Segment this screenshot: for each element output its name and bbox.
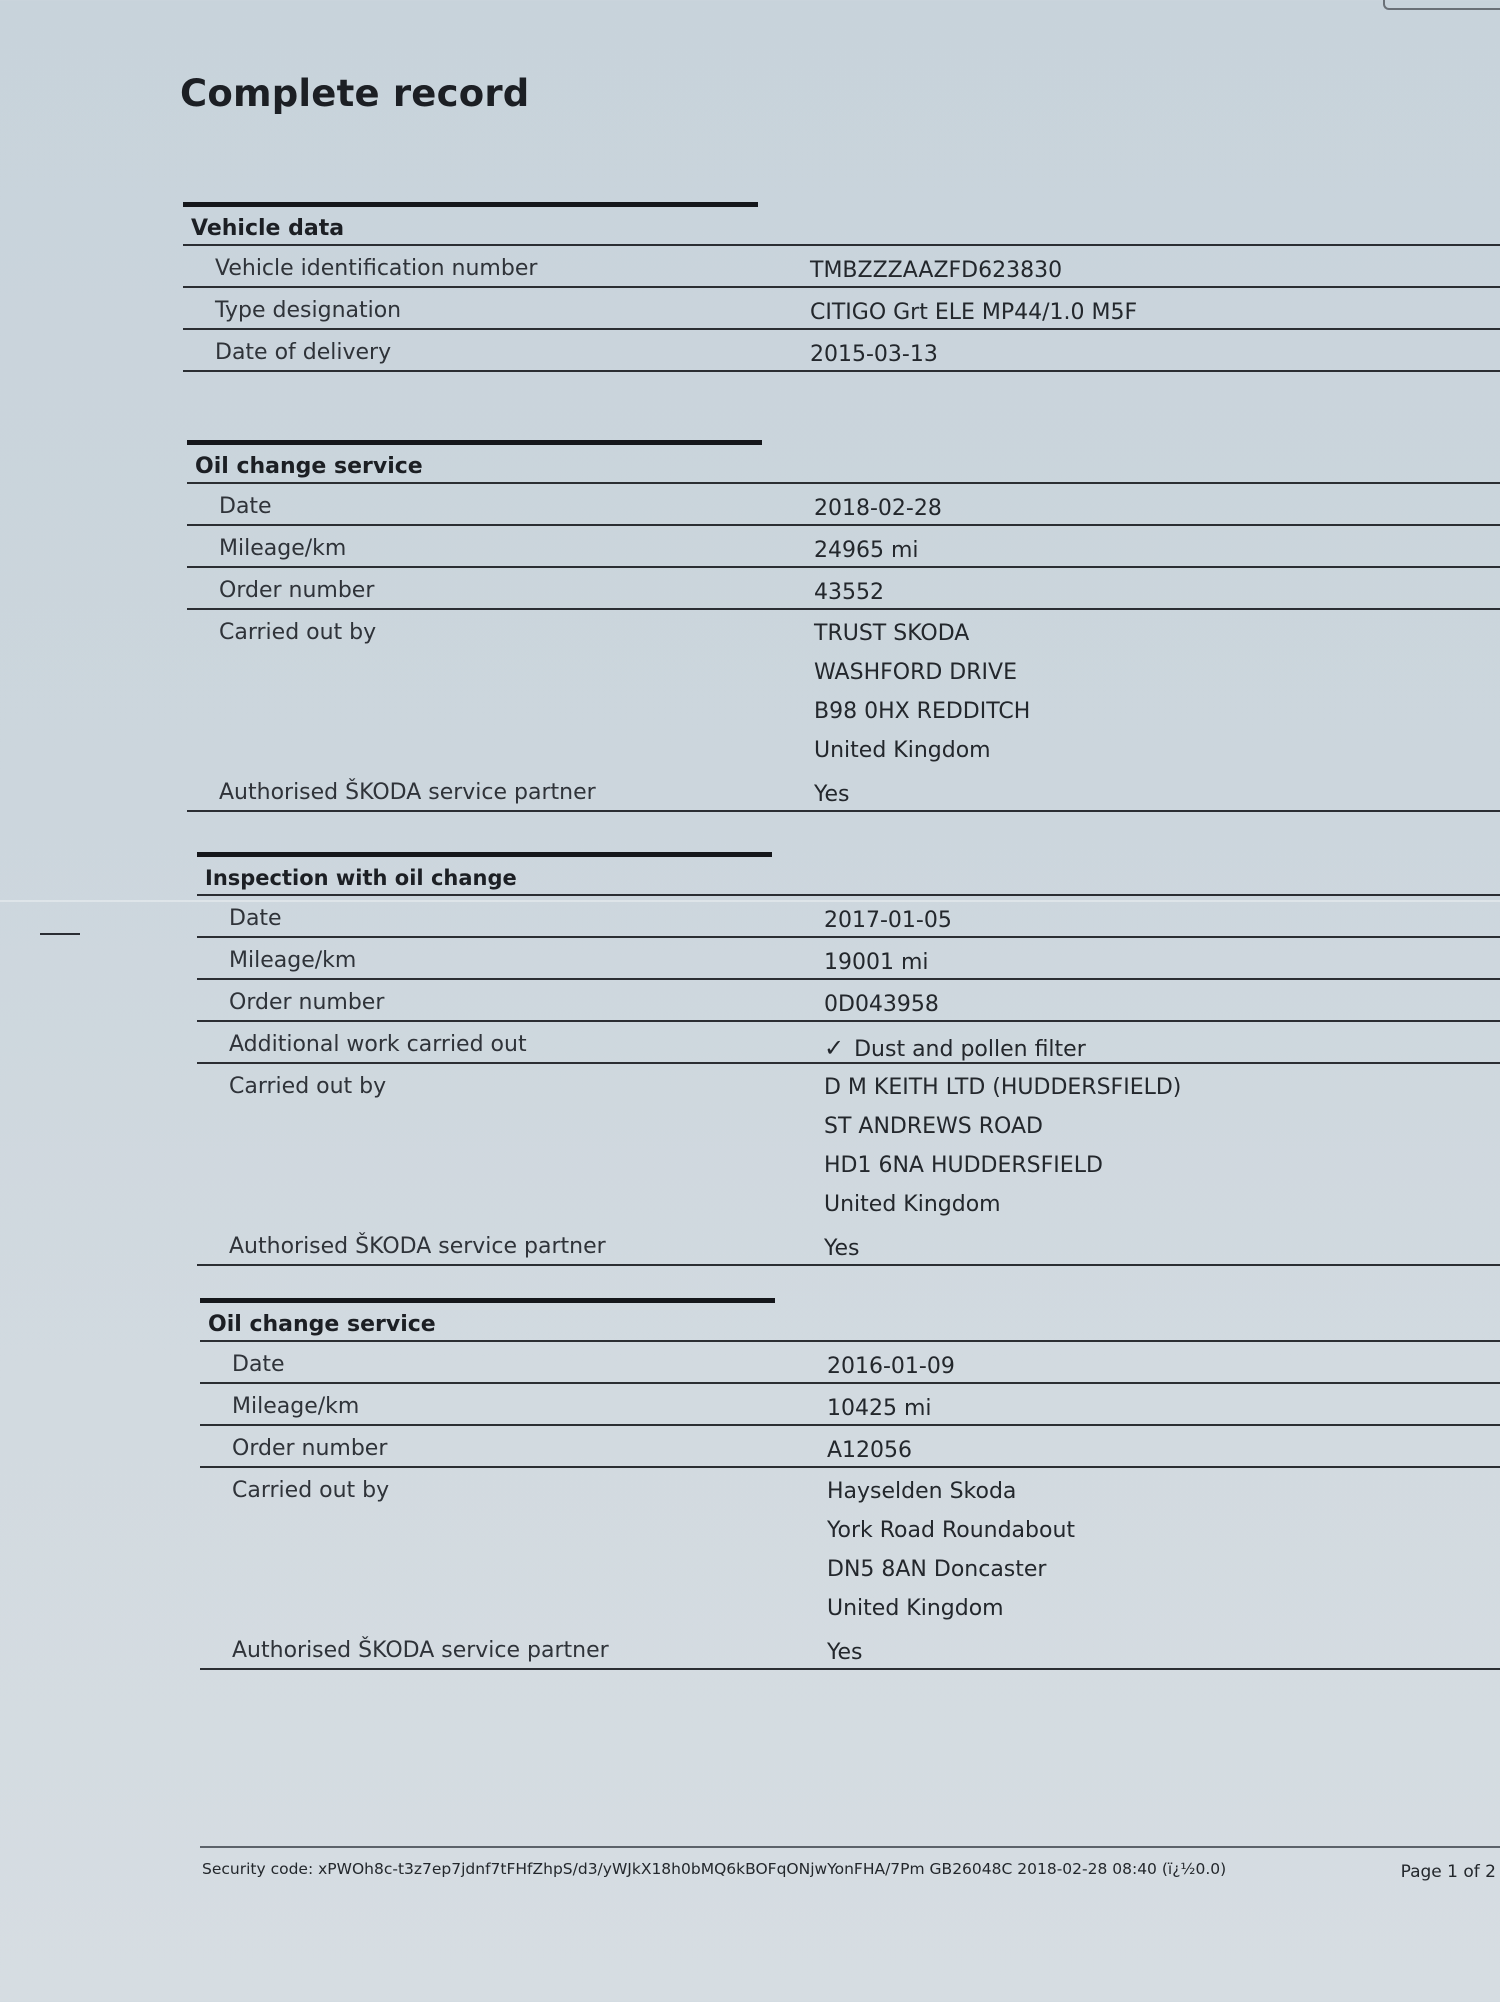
partner-value: Yes bbox=[824, 1236, 860, 1261]
page-corner-mark bbox=[1383, 0, 1500, 10]
mileage-label: Mileage/km bbox=[232, 1394, 360, 1419]
date-value: 2017-01-05 bbox=[824, 908, 952, 933]
carried-address bbox=[824, 1064, 1500, 1224]
type-row bbox=[183, 288, 1500, 330]
service-section-1 bbox=[187, 440, 1500, 812]
date-label: Date bbox=[219, 494, 272, 519]
document-footer bbox=[200, 1846, 1500, 1888]
section-rule bbox=[197, 894, 1500, 896]
date-row bbox=[197, 896, 1500, 938]
mileage-label: Mileage/km bbox=[229, 948, 357, 973]
vehicle-data-section bbox=[183, 202, 1500, 372]
partner-value: Yes bbox=[827, 1640, 863, 1665]
order-row bbox=[187, 568, 1500, 610]
security-code: Security code: xPWOh8c-t3z7ep7jdnf7tFHfZhpS/d3/yWJkX18h0bMQ6kBOFqONjwYonFHA/7Pm GB26048C 2018-02-28 08:40 (ï¿½0.0) bbox=[202, 1860, 1227, 1878]
order-value: A12056 bbox=[827, 1438, 913, 1463]
date-label: Date bbox=[232, 1352, 285, 1377]
section-header bbox=[200, 1298, 1500, 1342]
section-title: Oil change service bbox=[195, 454, 423, 479]
carried-row bbox=[200, 1468, 1500, 1628]
order-label: Order number bbox=[229, 990, 385, 1015]
section-title: Vehicle data bbox=[191, 216, 345, 241]
additional-work-row bbox=[197, 1022, 1500, 1064]
mileage-row bbox=[197, 938, 1500, 980]
address-line: ST ANDREWS ROAD bbox=[824, 1114, 1043, 1139]
section-title: Oil change service bbox=[208, 1312, 436, 1337]
mileage-row bbox=[187, 526, 1500, 568]
section-bar bbox=[197, 852, 772, 857]
carried-label: Carried out by bbox=[232, 1478, 390, 1503]
partner-label: Authorised ŠKODA service partner bbox=[219, 780, 596, 805]
service-section-2 bbox=[197, 852, 1500, 1266]
address-line: United Kingdom bbox=[824, 1192, 1001, 1217]
order-row bbox=[197, 980, 1500, 1022]
type-value: CITIGO Grt ELE MP44/1.0 M5F bbox=[810, 300, 1138, 325]
order-label: Order number bbox=[219, 578, 375, 603]
mileage-value: 10425 mi bbox=[827, 1396, 932, 1421]
carried-row bbox=[197, 1064, 1500, 1224]
address-line: B98 0HX REDDITCH bbox=[814, 699, 1031, 724]
additional-work-text: Dust and pollen filter bbox=[854, 1037, 1086, 1062]
service-section-3 bbox=[200, 1298, 1500, 1670]
date-value: 2018-02-28 bbox=[814, 496, 942, 521]
partner-row bbox=[200, 1628, 1500, 1670]
address-line: D M KEITH LTD (HUDDERSFIELD) bbox=[824, 1075, 1182, 1100]
address-line: United Kingdom bbox=[827, 1596, 1004, 1621]
order-value: 0D043958 bbox=[824, 992, 939, 1017]
section-title: Inspection with oil change bbox=[205, 866, 517, 890]
additional-work-value bbox=[824, 1022, 1500, 1062]
section-header bbox=[183, 202, 1500, 246]
vin-row bbox=[183, 246, 1500, 288]
partner-label: Authorised ŠKODA service partner bbox=[229, 1234, 606, 1259]
section-rule bbox=[183, 244, 1500, 246]
date-row bbox=[187, 484, 1500, 526]
order-label: Order number bbox=[232, 1436, 388, 1461]
partner-value: Yes bbox=[814, 782, 850, 807]
address-line: WASHFORD DRIVE bbox=[814, 660, 1017, 685]
section-bar bbox=[183, 202, 758, 207]
carried-label: Carried out by bbox=[219, 620, 377, 645]
document-title: Complete record bbox=[180, 72, 530, 115]
address-line: Hayselden Skoda bbox=[827, 1479, 1017, 1504]
carried-row bbox=[187, 610, 1500, 770]
order-value: 43552 bbox=[814, 580, 884, 605]
delivery-label: Date of delivery bbox=[215, 340, 392, 365]
checkmark-icon: ✓ bbox=[824, 1034, 845, 1062]
vin-value: TMBZZZAAZFD623830 bbox=[810, 258, 1063, 283]
delivery-value: 2015-03-13 bbox=[810, 342, 938, 367]
type-label: Type designation bbox=[215, 298, 402, 323]
section-rule bbox=[200, 1340, 1500, 1342]
margin-mark bbox=[40, 933, 80, 935]
section-header bbox=[197, 852, 1500, 896]
section-bar bbox=[187, 440, 762, 445]
order-row bbox=[200, 1426, 1500, 1468]
mileage-row bbox=[200, 1384, 1500, 1426]
partner-label: Authorised ŠKODA service partner bbox=[232, 1638, 609, 1663]
mileage-value: 19001 mi bbox=[824, 950, 929, 975]
address-line: DN5 8AN Doncaster bbox=[827, 1557, 1047, 1582]
carried-label: Carried out by bbox=[229, 1074, 387, 1099]
date-label: Date bbox=[229, 906, 282, 931]
address-line: York Road Roundabout bbox=[827, 1518, 1076, 1543]
section-bar bbox=[200, 1298, 775, 1303]
additional-work-label: Additional work carried out bbox=[229, 1032, 527, 1057]
vin-label: Vehicle identification number bbox=[215, 256, 538, 281]
address-line: HD1 6NA HUDDERSFIELD bbox=[824, 1153, 1103, 1178]
partner-row bbox=[197, 1224, 1500, 1266]
mileage-value: 24965 mi bbox=[814, 538, 919, 563]
section-header bbox=[187, 440, 1500, 484]
mileage-label: Mileage/km bbox=[219, 536, 347, 561]
delivery-row bbox=[183, 330, 1500, 372]
address-line: TRUST SKODA bbox=[814, 621, 970, 646]
date-row bbox=[200, 1342, 1500, 1384]
partner-row bbox=[187, 770, 1500, 812]
carried-address bbox=[827, 1468, 1500, 1628]
date-value: 2016-01-09 bbox=[827, 1354, 955, 1379]
address-line: United Kingdom bbox=[814, 738, 991, 763]
carried-address bbox=[814, 610, 1500, 770]
page-number: Page 1 of 2 bbox=[1400, 1862, 1496, 1882]
section-rule bbox=[187, 482, 1500, 484]
